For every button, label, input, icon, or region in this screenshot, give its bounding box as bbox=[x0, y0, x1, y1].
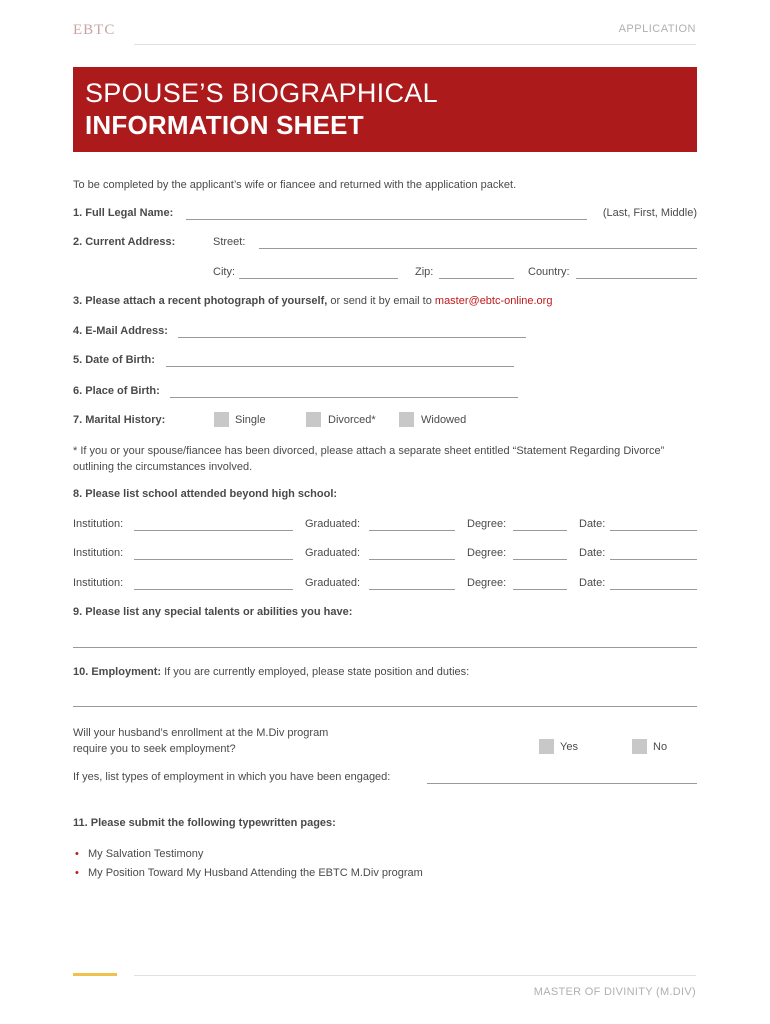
bullet-icon: • bbox=[75, 848, 79, 860]
talents-row bbox=[73, 606, 697, 622]
pob-field[interactable] bbox=[170, 397, 518, 398]
enrollment-question-line-1: Will your husband’s enrollment at the M.Div program bbox=[73, 727, 329, 739]
degree-label: Degree: bbox=[467, 577, 507, 589]
typewritten-label: 11. Please submit the following typewritten pages: bbox=[73, 817, 336, 829]
pob-label: 6. Place of Birth: bbox=[73, 385, 160, 397]
email-link[interactable]: master@ebtc-online.org bbox=[434, 295, 553, 307]
list-item-text: My Salvation Testimony bbox=[88, 848, 204, 860]
enrollment-options-row bbox=[73, 741, 697, 757]
yes-checkbox[interactable] bbox=[539, 739, 554, 754]
widowed-checkbox[interactable] bbox=[399, 412, 414, 427]
date-field[interactable] bbox=[610, 530, 697, 531]
widowed-option-label: Widowed bbox=[421, 414, 467, 426]
education-row bbox=[73, 577, 697, 593]
country-field[interactable] bbox=[576, 278, 697, 279]
email-row bbox=[73, 325, 697, 341]
zip-label: Zip: bbox=[415, 266, 434, 278]
education-row bbox=[73, 547, 697, 563]
header-divider bbox=[134, 44, 696, 45]
education-heading: 8. Please list school attended beyond high school: bbox=[73, 488, 338, 500]
talents-label: 9. Please list any special talents or abilities you have: bbox=[73, 606, 353, 618]
footer-divider bbox=[134, 975, 696, 976]
header-label: APPLICATION bbox=[618, 23, 696, 35]
list-item bbox=[73, 846, 423, 865]
intro-text: To be completed by the applicant’s wife or fiancee and returned with the application packet. bbox=[73, 179, 517, 191]
full-name-field[interactable] bbox=[186, 219, 587, 220]
city-label: City: bbox=[213, 266, 235, 278]
institution-field[interactable] bbox=[134, 530, 293, 531]
brand-logo: EBTC bbox=[73, 22, 116, 38]
photo-label: 3. Please attach a recent photograph of yourself, bbox=[73, 295, 328, 307]
graduated-label: Graduated: bbox=[305, 518, 361, 530]
divorced-checkbox[interactable] bbox=[306, 412, 321, 427]
graduated-field[interactable] bbox=[369, 530, 455, 531]
employment-history-label: If yes, list types of employment in which you have been engaged: bbox=[73, 771, 391, 783]
photo-row bbox=[73, 295, 697, 311]
degree-label: Degree: bbox=[467, 518, 507, 530]
education-row bbox=[73, 518, 697, 534]
footer-label: MASTER OF DIVINITY (M.DIV) bbox=[533, 986, 696, 998]
city-field[interactable] bbox=[239, 278, 398, 279]
single-option-label: Single bbox=[235, 414, 266, 426]
photo-text: or send it by email to bbox=[327, 295, 435, 307]
title-banner bbox=[73, 67, 697, 152]
address-street-row bbox=[73, 236, 697, 252]
email-address-field[interactable] bbox=[178, 337, 526, 338]
divorced-option-label: Divorced* bbox=[328, 414, 376, 426]
graduated-field[interactable] bbox=[369, 559, 455, 560]
employment-row bbox=[73, 666, 697, 682]
title-line-1: SPOUSE’S BIOGRAPHICAL bbox=[85, 78, 438, 108]
full-name-label: 1. Full Legal Name: bbox=[73, 207, 174, 219]
email-address-label: 4. E-Mail Address: bbox=[73, 325, 168, 337]
street-label: Street: bbox=[213, 236, 246, 248]
employment-text: If you are currently employed, please state position and duties: bbox=[161, 666, 470, 678]
address-city-row bbox=[73, 266, 697, 282]
degree-field[interactable] bbox=[513, 559, 567, 560]
degree-label: Degree: bbox=[467, 547, 507, 559]
date-label: Date: bbox=[579, 547, 606, 559]
employment-field[interactable] bbox=[73, 706, 697, 707]
address-label: 2. Current Address: bbox=[73, 236, 176, 248]
zip-field[interactable] bbox=[439, 278, 514, 279]
date-label: Date: bbox=[579, 577, 606, 589]
employment-history-field[interactable] bbox=[427, 783, 697, 784]
employment-history-row bbox=[73, 771, 697, 787]
typewritten-list bbox=[73, 846, 423, 884]
graduated-label: Graduated: bbox=[305, 547, 361, 559]
education-heading-row bbox=[73, 488, 697, 504]
no-checkbox[interactable] bbox=[632, 739, 647, 754]
institution-label: Institution: bbox=[73, 547, 124, 559]
institution-label: Institution: bbox=[73, 577, 124, 589]
employment-label: 10. Employment: bbox=[73, 666, 162, 678]
date-field[interactable] bbox=[610, 589, 697, 590]
date-field[interactable] bbox=[610, 559, 697, 560]
dob-field[interactable] bbox=[166, 366, 514, 367]
enrollment-question-line-2: require you to seek employment? bbox=[73, 743, 236, 755]
full-name-row bbox=[73, 207, 697, 223]
list-item bbox=[73, 865, 423, 884]
institution-label: Institution: bbox=[73, 518, 124, 530]
talents-field[interactable] bbox=[73, 647, 697, 648]
graduated-field[interactable] bbox=[369, 589, 455, 590]
single-checkbox[interactable] bbox=[214, 412, 229, 427]
dob-row bbox=[73, 354, 697, 370]
divorce-note: * If you or your spouse/fiancee has been divorced, please attach a separate sheet entitled “Statement Regarding Divorce” outlining the circumstances involved. bbox=[73, 445, 665, 473]
country-label: Country: bbox=[528, 266, 570, 278]
typewritten-row bbox=[73, 817, 697, 833]
pob-row bbox=[73, 385, 697, 401]
marital-label: 7. Marital History: bbox=[73, 414, 166, 426]
marital-row bbox=[73, 414, 697, 430]
no-option-label: No bbox=[653, 741, 668, 753]
institution-field[interactable] bbox=[134, 589, 293, 590]
degree-field[interactable] bbox=[513, 530, 567, 531]
bullet-icon: • bbox=[75, 867, 79, 879]
yes-option-label: Yes bbox=[560, 741, 578, 753]
street-field[interactable] bbox=[259, 248, 697, 249]
footer-accent-bar bbox=[73, 973, 117, 976]
institution-field[interactable] bbox=[134, 559, 293, 560]
list-item-text: My Position Toward My Husband Attending the EBTC M.Div program bbox=[88, 867, 423, 879]
date-label: Date: bbox=[579, 518, 606, 530]
title-line-2: INFORMATION SHEET bbox=[85, 110, 364, 140]
full-name-hint: (Last, First, Middle) bbox=[602, 207, 697, 219]
degree-field[interactable] bbox=[513, 589, 567, 590]
graduated-label: Graduated: bbox=[305, 577, 361, 589]
dob-label: 5. Date of Birth: bbox=[73, 354, 155, 366]
